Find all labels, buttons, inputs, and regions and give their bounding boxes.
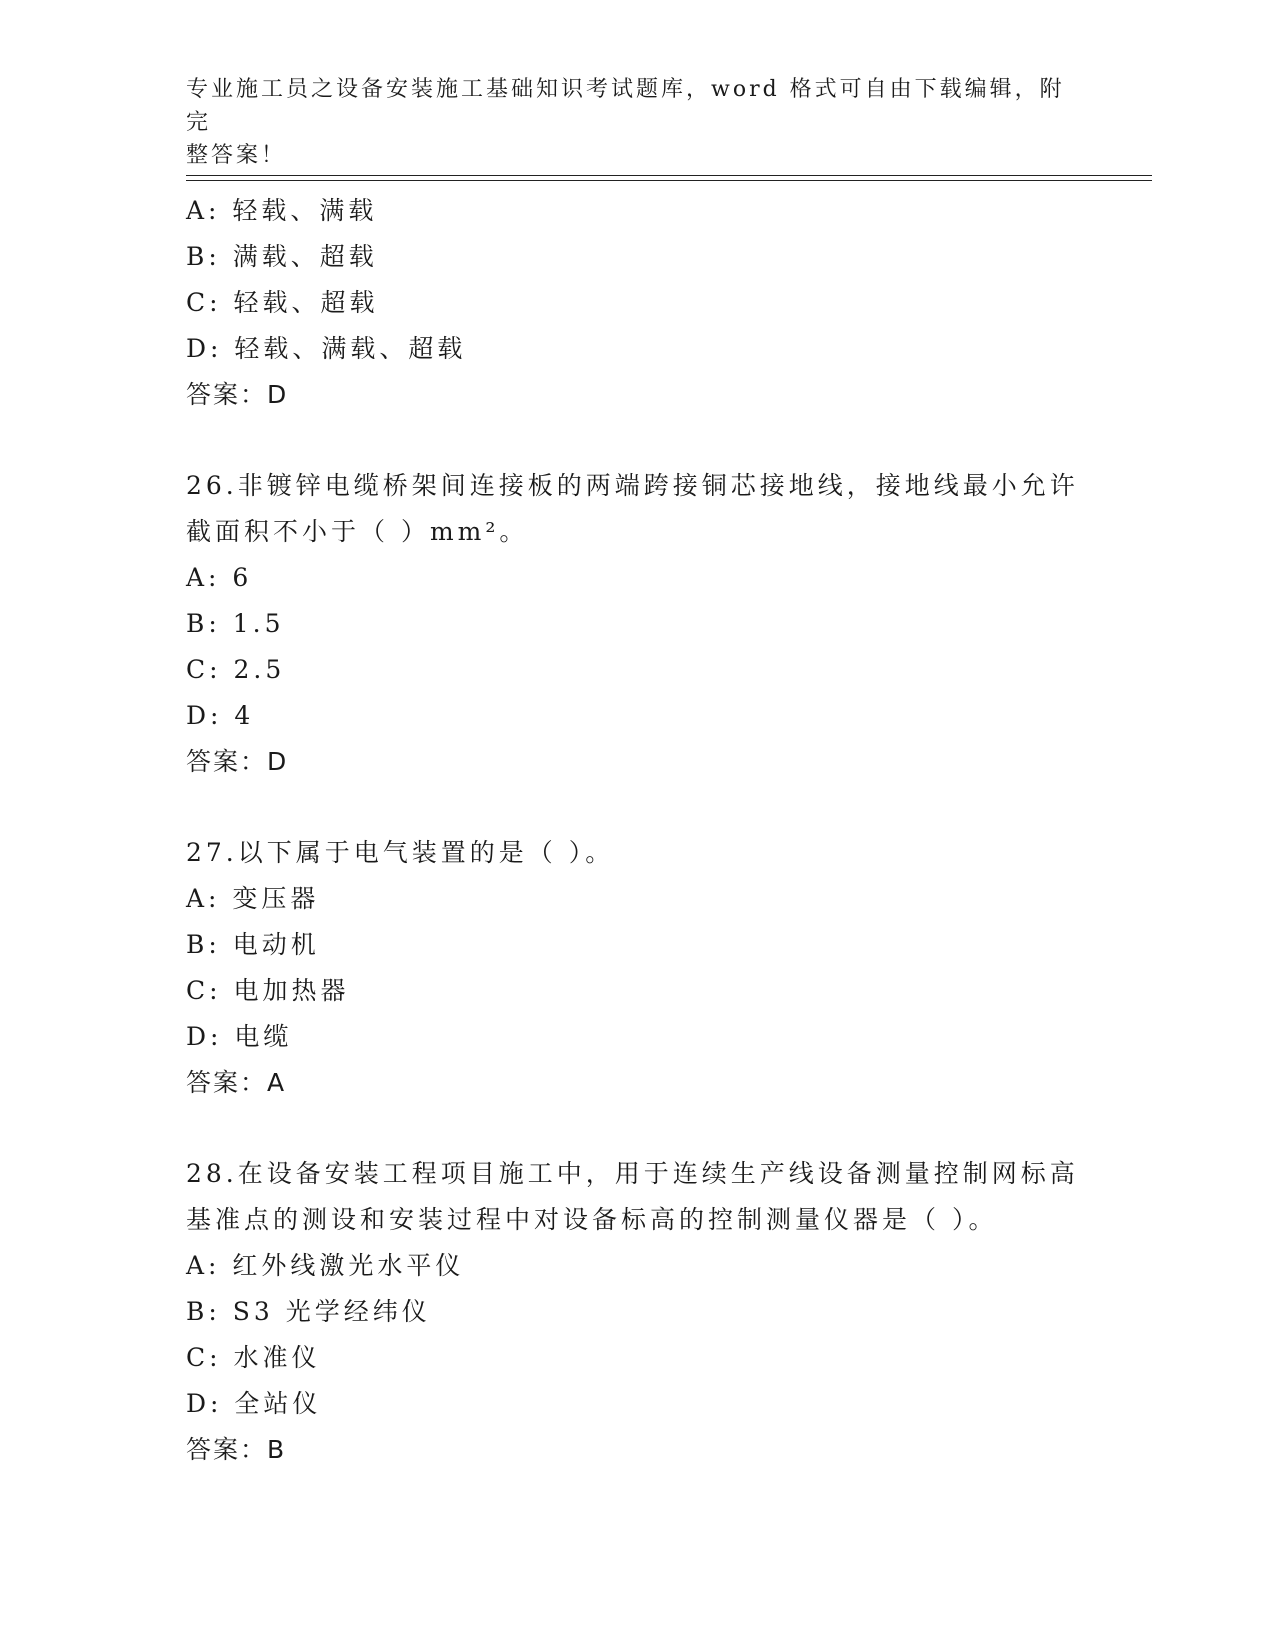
option-d: D: 全站仪 [186, 1389, 322, 1418]
prev-question-block [186, 188, 1086, 418]
question-stem-line-1: 26.非镀锌电缆桥架间连接板的两端跨接铜芯接地线，接地线最小允许 [186, 471, 1079, 500]
option-a: A: 变压器 [186, 884, 320, 913]
option-b: B: S3 光学经纬仪 [186, 1297, 431, 1326]
header-divider-top [186, 175, 1152, 176]
option-b: B: 满载、超载 [186, 242, 378, 271]
question-28 [186, 1151, 1086, 1473]
question-27 [186, 830, 1086, 1106]
option-a: A: 红外线激光水平仪 [186, 1251, 465, 1280]
option-a: A: 6 [186, 563, 253, 592]
option-b: B: 1.5 [186, 609, 285, 638]
option-d: D: 电缆 [186, 1022, 293, 1051]
answer-line: 答案：B [186, 1435, 287, 1464]
question-stem-line-2: 截面积不小于（ ）mm²。 [186, 517, 529, 546]
option-c: C: 水准仪 [186, 1343, 321, 1372]
question-stem-line-2: 基准点的测设和安装过程中对设备标高的控制测量仪器是（ ）。 [186, 1205, 998, 1234]
option-d: D: 4 [186, 701, 255, 730]
header-line-1: 专业施工员之设备安装施工基础知识考试题库，word 格式可自由下载编辑，附完 [186, 77, 1065, 135]
answer-line: 答案：D [186, 747, 289, 776]
answer-line: 答案：A [186, 1068, 287, 1097]
option-d: D: 轻载、满载、超载 [186, 334, 467, 363]
option-a: A: 轻载、满载 [186, 196, 378, 225]
answer-line: 答案：D [186, 380, 289, 409]
option-c: C: 电加热器 [186, 976, 350, 1005]
question-26 [186, 463, 1086, 785]
question-stem-line-1: 28.在设备安装工程项目施工中，用于连续生产线设备测量控制网标高 [186, 1159, 1079, 1188]
question-list [186, 188, 1086, 1473]
header-divider-bottom [186, 180, 1152, 181]
document-header [186, 73, 1066, 172]
header-line-2: 整答案！ [186, 143, 287, 168]
option-c: C: 轻载、超载 [186, 288, 379, 317]
option-b: B: 电动机 [186, 930, 320, 959]
question-stem-line-1: 27.以下属于电气装置的是（ ）。 [186, 838, 615, 867]
option-c: C: 2.5 [186, 655, 286, 684]
